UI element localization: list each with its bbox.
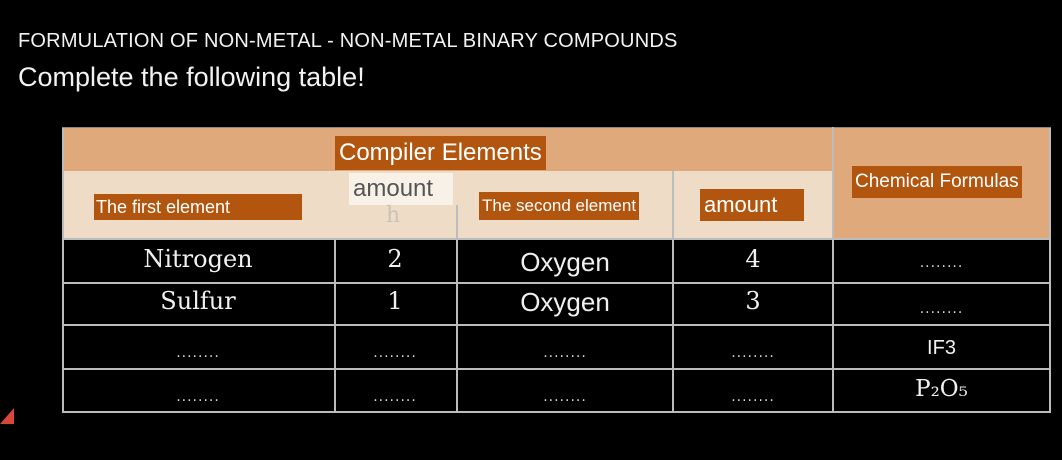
row3-formula: IF3 bbox=[927, 337, 956, 359]
instruction-text: Complete the following table! bbox=[18, 62, 365, 92]
row1-second-element: Oxygen bbox=[520, 247, 610, 277]
row2-first-element: Sulfur bbox=[160, 287, 236, 315]
row3-amount1: ........ bbox=[373, 345, 417, 361]
row3-first-element: ........ bbox=[176, 345, 220, 361]
row3-amount2: ........ bbox=[731, 345, 775, 361]
group-header-compiler-elements: Compiler Elements bbox=[335, 136, 546, 170]
row1-amount2: 4 bbox=[745, 245, 761, 273]
row2-second-element: Oxygen bbox=[520, 287, 610, 317]
header-first-element: The first element bbox=[94, 194, 302, 220]
page-title: FORMULATION OF NON-METAL - NON-METAL BINARY COMPOUNDS bbox=[18, 30, 678, 52]
table-border-bottom bbox=[62, 411, 1051, 413]
row4-second-element: ........ bbox=[543, 389, 587, 405]
row4-first-element: ........ bbox=[176, 389, 220, 405]
row4-amount1: ........ bbox=[373, 389, 417, 405]
header-amount-1-extra: h bbox=[386, 203, 401, 228]
row3-second-element: ........ bbox=[543, 345, 587, 361]
row1-amount1: 2 bbox=[387, 245, 403, 273]
row2-amount2: 3 bbox=[745, 287, 761, 315]
header-amount-1: amount bbox=[349, 173, 453, 205]
corner-arrow-icon bbox=[0, 408, 14, 424]
row2-formula: ........ bbox=[919, 301, 964, 317]
compound-table bbox=[62, 127, 1051, 413]
row-divider bbox=[62, 282, 1051, 284]
row-divider bbox=[62, 238, 1051, 240]
table-border-top bbox=[62, 127, 1051, 128]
row-divider bbox=[62, 368, 1051, 370]
row1-first-element: Nitrogen bbox=[143, 245, 253, 273]
row-divider bbox=[62, 324, 1051, 326]
row1-formula: ........ bbox=[919, 255, 964, 271]
header-second-element: The second element bbox=[479, 192, 639, 220]
header-amount-2: amount bbox=[700, 189, 804, 221]
header-chemical-formulas: Chemical Formulas bbox=[852, 166, 1022, 198]
row2-amount1: 1 bbox=[387, 287, 403, 315]
row4-formula: P₂O₅ bbox=[915, 376, 968, 402]
row4-amount2: ........ bbox=[731, 389, 775, 405]
table-border-right bbox=[1049, 127, 1051, 413]
